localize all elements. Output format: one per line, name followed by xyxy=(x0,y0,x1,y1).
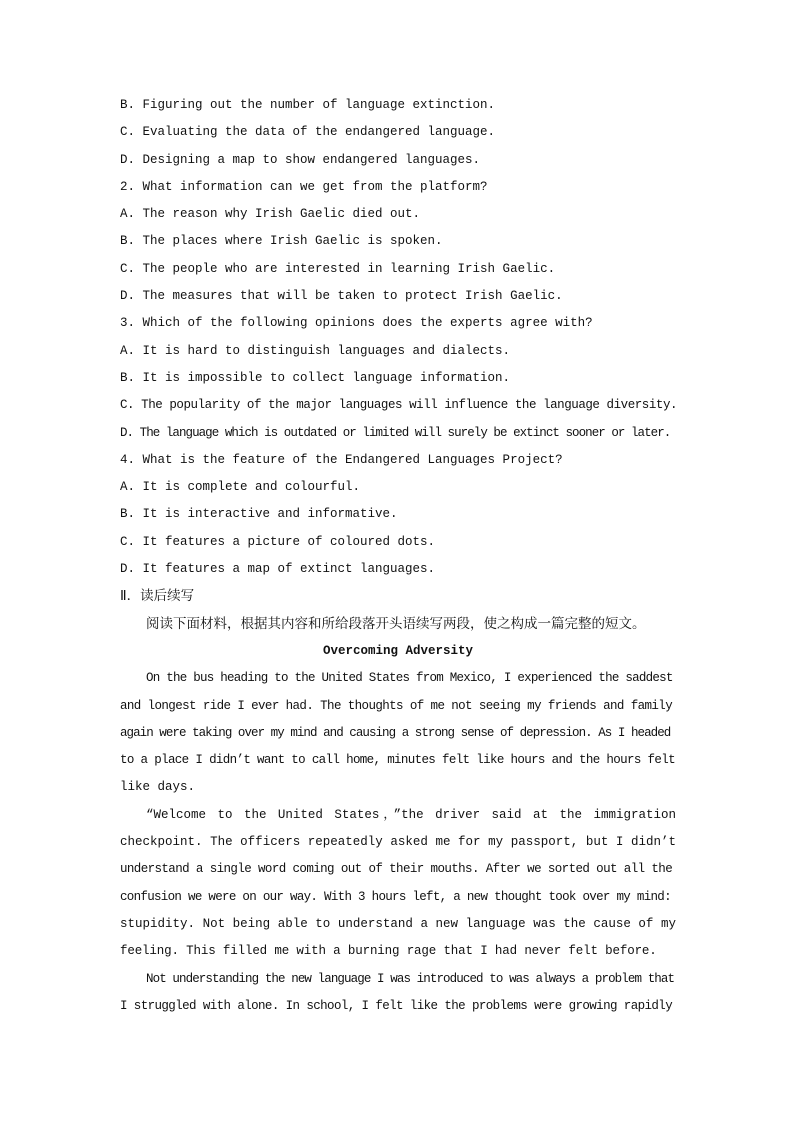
question-line: D. Designing a map to show endangered languages. xyxy=(120,152,481,167)
paragraph-line: “Welcome to the United States，”the driver said at the immigration xyxy=(146,807,676,822)
paragraph-line: stupidity. Not being able to understand a new language was the cause of my xyxy=(120,916,676,931)
paragraph-line: Not understanding the new language I was introduced to was always a problem that xyxy=(146,971,675,986)
question-line: B. It is interactive and informative. xyxy=(120,507,398,522)
question-line: D. The measures that will be taken to protect Irish Gaelic. xyxy=(120,289,563,304)
paragraph-line: and longest ride I ever had. The thoughts of me not seeing my friends and family xyxy=(120,698,673,713)
question-line: D. It features a map of extinct languages. xyxy=(120,562,436,577)
document-body xyxy=(120,92,676,1020)
question-line: 2. What information can we get from the platform? xyxy=(120,179,488,194)
question-line: B. Figuring out the number of language extinction. xyxy=(120,98,496,112)
story-paragraph xyxy=(120,665,676,801)
question-line: A. The reason why Irish Gaelic died out. xyxy=(120,207,421,222)
question-line: C. Evaluating the data of the endangered language. xyxy=(120,125,496,140)
paragraph-line: again were taking over my mind and causing a strong sense of depression. As I headed xyxy=(120,725,671,740)
question-line: B. The places where Irish Gaelic is spoken. xyxy=(120,234,443,249)
question-line: 3. Which of the following opinions does the experts agree with? xyxy=(120,316,593,331)
question-line: D. The language which is outdated or limited will surely be extinct sooner or later. xyxy=(120,425,671,440)
question-line: C. The people who are interested in learning Irish Gaelic. xyxy=(120,261,556,276)
paragraph-line: understand a single word coming out of their mouths. After we sorted out all the xyxy=(120,862,673,877)
paragraph-line: confusion we were on our way. With 3 hours left, a new thought took over my mind: xyxy=(120,889,671,904)
story-paragraph xyxy=(120,966,676,1021)
paragraph-line: like days. xyxy=(120,780,196,795)
paragraph-line: On the bus heading to the United States from Mexico, I experienced the saddest xyxy=(146,671,673,686)
question-line: B. It is impossible to collect language information. xyxy=(120,370,511,385)
instruction-text: 阅读下面材料，根据其内容和所给段落开头语续写两段，使之构成一篇完整的短文。 xyxy=(146,615,646,632)
question-line: A. It is hard to distinguish languages and dialects. xyxy=(120,343,511,358)
paragraph-line: I struggled with alone. In school, I felt like the problems were growing rapidly xyxy=(120,998,673,1013)
question-line: 4. What is the feature of the Endangered Languages Project? xyxy=(120,452,563,467)
question-list xyxy=(120,92,676,583)
question-line: A. It is complete and colourful. xyxy=(120,480,361,495)
paragraph-line: checkpoint. The officers repeatedly asked me for my passport, but I didn’t xyxy=(120,835,676,850)
story-paragraph xyxy=(120,802,676,966)
paragraph-line: to a place I didn’t want to call home, minutes felt like hours and the hours felt xyxy=(120,753,675,768)
question-line: C. It features a picture of coloured dots. xyxy=(120,534,436,549)
paragraph-line: feeling. This filled me with a burning rage that I had never felt before. xyxy=(120,944,657,959)
section-heading: Ⅱ．读后续写 xyxy=(120,588,195,605)
story-title: Overcoming Adversity xyxy=(322,643,474,658)
question-line: C. The popularity of the major languages will influence the language diversity. xyxy=(120,398,678,413)
